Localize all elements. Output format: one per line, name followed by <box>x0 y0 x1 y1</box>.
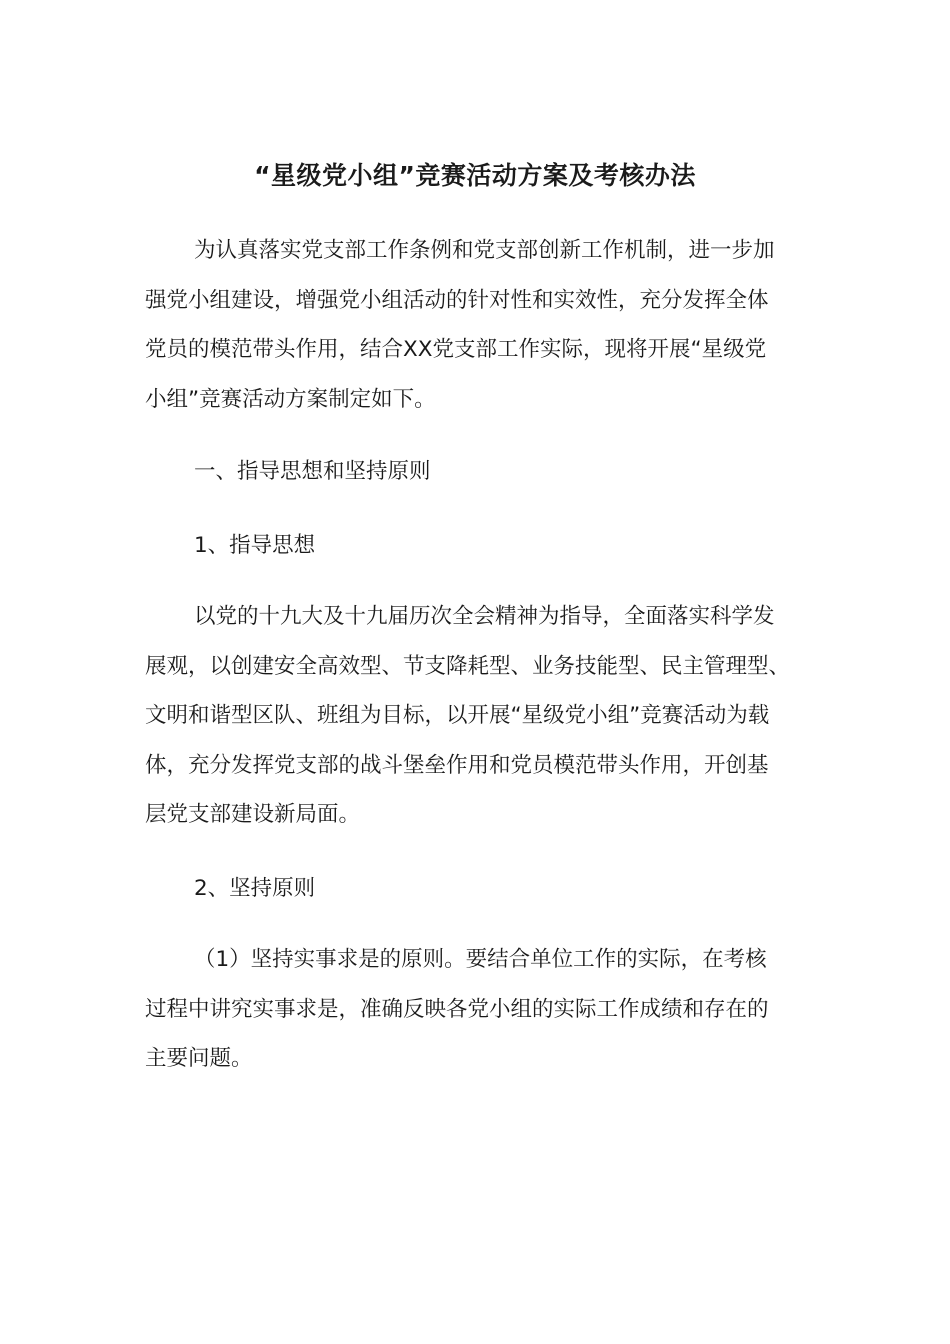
intro-paragraph <box>145 226 805 424</box>
guiding-line: 展观，以创建安全高效型、节支降耗型、业务技能型、民主管理型、 <box>145 653 791 679</box>
guiding-line: 层党支部建设新局面。 <box>145 802 361 827</box>
principle-line: 主要问题。 <box>145 1046 253 1071</box>
guiding-thought-paragraph <box>145 592 805 840</box>
subsection-heading-text: 2、坚持原则 <box>194 876 316 901</box>
intro-line: 为认真落实党支部工作条例和党支部创新工作机制，进一步加 <box>194 238 775 263</box>
subsection-heading-text: 1、指导思想 <box>194 533 316 558</box>
section-heading-guiding-principles <box>145 447 805 497</box>
document-title: “星级党小组”竞赛活动方案及考核办法 <box>254 161 696 190</box>
section-heading-text: 一、指导思想和坚持原则 <box>194 459 431 484</box>
intro-line: 强党小组建设，增强党小组活动的针对性和实效性，充分发挥全体 <box>145 287 769 313</box>
subsection-heading-guiding-thought <box>145 521 805 571</box>
principle-line: （1）坚持实事求是的原则。要结合单位工作的实际，在考核 <box>194 947 767 972</box>
principle-paragraph <box>145 935 805 1084</box>
subsection-heading-principles <box>145 864 805 914</box>
guiding-line: 文明和谐型区队、班组为目标，以开展“星级党小组”竞赛活动为载 <box>145 703 770 728</box>
guiding-line: 以党的十九大及十九届历次全会精神为指导，全面落实科学发 <box>194 604 775 629</box>
guiding-line: 体，充分发挥党支部的战斗堡垒作用和党员模范带头作用，开创基 <box>145 752 769 778</box>
principle-line: 过程中讲究实事求是，准确反映各党小组的实际工作成绩和存在的 <box>145 996 769 1022</box>
intro-line: 小组”竞赛活动方案制定如下。 <box>145 386 436 412</box>
intro-line: 党员的模范带头作用，结合XX党支部工作实际，现将开展“星级党 <box>145 337 767 362</box>
